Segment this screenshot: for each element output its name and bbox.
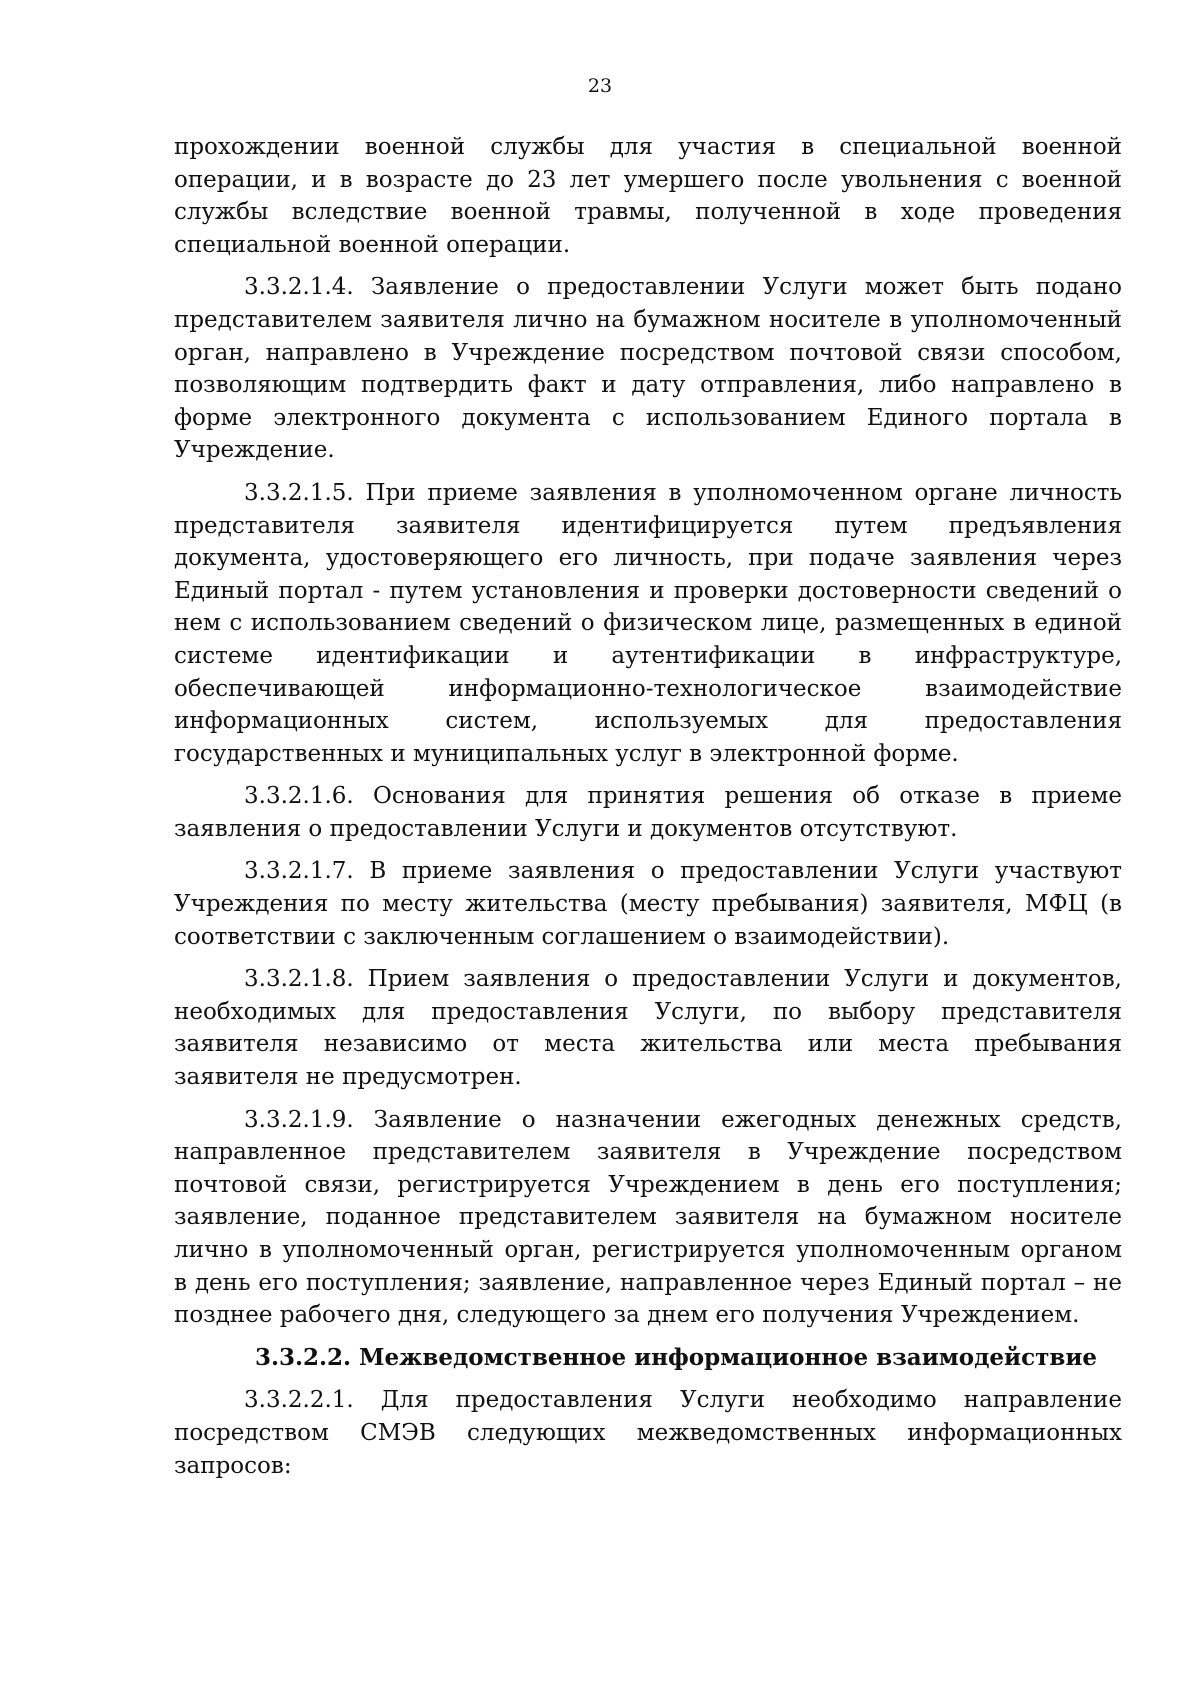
paragraph-continuation: прохождении военной службы для участия в специальной военной операции, и в возрасте до 23 лет умершего после увольнения с военной службы вследствие военной травмы, полученной в ходе проведения специальной военной операции. — [174, 134, 1122, 258]
paragraph-3-3-2-1-5: 3.3.2.1.5. При приеме заявления в уполномоченном органе личность представителя заявителя идентифицируется путем предъявления документа, удостоверяющего его личность, при подаче заявления через Единый портал - путем установления и проверки достоверности сведений о нем с использованием сведений о физическом лице, размещенных в единой системе идентификации и аутентификации в инфраструктуре, обеспечивающей информационно-технологическое взаимодействие информационных систем, используемых для предоставления государственных и муниципальных услуг в электронной форме. — [174, 479, 1122, 767]
paragraph-3-3-2-1-6: 3.3.2.1.6. Основания для принятия решения об отказе в приеме заявления о предоставлении Услуги и документов отсутствуют. — [174, 783, 1122, 842]
section-heading-3-3-2-2: 3.3.2.2. Межведомственное информационное взаимодействие — [255, 1343, 1098, 1371]
page-number: 23 — [587, 75, 613, 97]
paragraph-3-3-2-1-9: 3.3.2.1.9. Заявление о назначении ежегодных денежных средств, направленное представителем заявителя в Учреждение посредством почтовой связи, регистрируется Учреждением в день его поступления; заявление, поданное представителем заявителя на бумажном носителе лично в уполномоченный орган, регистрируется уполномоченным органом в день его поступления; заявление, направленное через Единый портал – не позднее рабочего дня, следующего за днем его получения Учреждением. — [174, 1106, 1122, 1329]
paragraph-3-3-2-2-1: 3.3.2.2.1. Для предоставления Услуги необходимо направление посредством СМЭВ следующих межведомственных информационных запросов: — [174, 1387, 1122, 1479]
document-body — [174, 131, 1122, 1492]
paragraph-3-3-2-1-4: 3.3.2.1.4. Заявление о предоставлении Услуги может быть подано представителем заявителя лично на бумажном носителе в уполномоченный орган, направлено в Учреждение посредством почтовой связи способом, позволяющим подтвердить факт и дату отправления, либо направлено в форме электронного документа с использованием Единого портала в Учреждение. — [174, 274, 1122, 464]
paragraph-3-3-2-1-8: 3.3.2.1.8. Прием заявления о предоставлении Услуги и документов, необходимых для предоставления Услуги, по выбору представителя заявителя независимо от места жительства или места пребывания заявителя не предусмотрен. — [174, 966, 1122, 1091]
paragraph-3-3-2-1-7: 3.3.2.1.7. В приеме заявления о предоставлении Услуги участвуют Учреждения по месту жительства (месту пребывания) заявителя, МФЦ (в соответствии с заключенным соглашением о взаимодействии). — [174, 858, 1122, 950]
